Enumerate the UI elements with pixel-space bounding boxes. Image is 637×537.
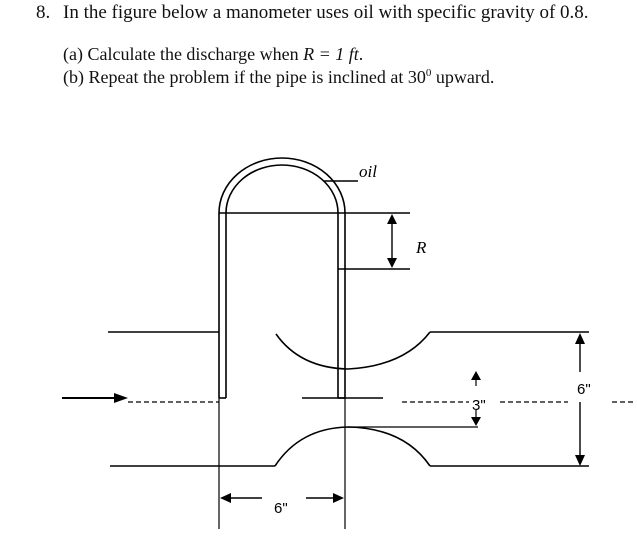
problem-number: 8. bbox=[36, 2, 51, 23]
oil-label: oil bbox=[359, 162, 377, 181]
throat-label: 3" bbox=[472, 397, 486, 414]
part-b-suffix: upward. bbox=[431, 67, 495, 87]
pipe-diameter-label: 6" bbox=[577, 381, 591, 398]
tap-spacing-label: 6" bbox=[274, 500, 288, 517]
tube-inner-wall bbox=[226, 165, 338, 398]
flow-arrow bbox=[62, 393, 128, 403]
throat-top-contour bbox=[276, 332, 430, 369]
part-a-prefix: (a) Calculate the discharge when bbox=[63, 44, 304, 64]
manometer-tube bbox=[219, 158, 410, 398]
problem-statement: In the figure below a manometer uses oil with specific gravity of 0.8. bbox=[63, 2, 589, 23]
throat-dimension bbox=[348, 371, 481, 427]
throat-bottom-contour bbox=[275, 427, 430, 466]
r-dimension bbox=[387, 214, 397, 268]
pipe-dimension bbox=[575, 333, 585, 466]
pipe-walls bbox=[108, 332, 589, 466]
part-a-suffix: . bbox=[358, 44, 364, 64]
r-label: R bbox=[416, 238, 427, 257]
part-a-math: R = 1 ft bbox=[303, 44, 359, 64]
degree-superscript: 0 bbox=[425, 67, 432, 79]
tube-outer-wall bbox=[219, 158, 345, 398]
part-b-prefix: (b) Repeat the problem if the pipe is inclined at 30 bbox=[63, 67, 426, 87]
